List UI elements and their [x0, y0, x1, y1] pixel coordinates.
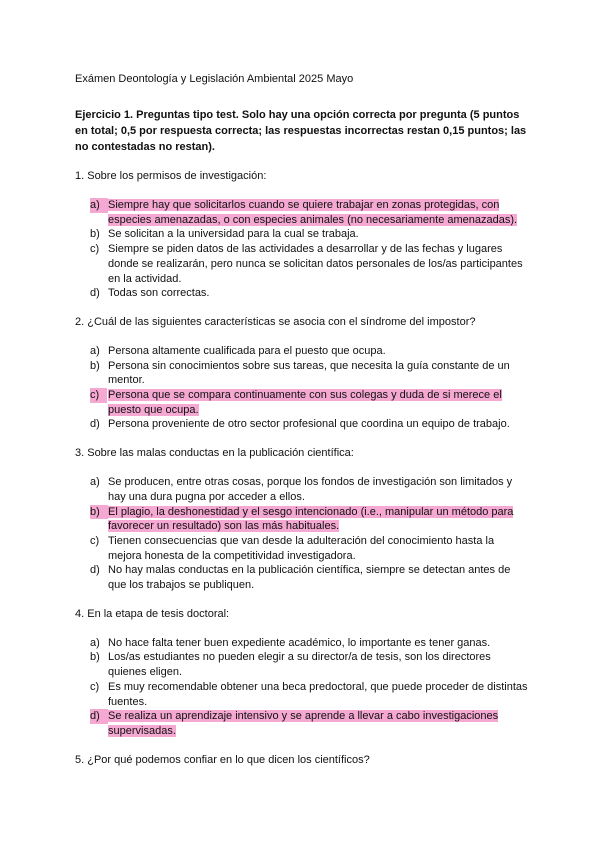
option-text: Persona sin conocimientos sobre sus tareas, que necesita la guía constante de un mentor. [108, 359, 510, 387]
option-text: Es muy recomendable obtener una beca predoctoral, que puede proceder de distintas fuentes. [108, 680, 528, 708]
option [75, 227, 528, 242]
option [75, 636, 528, 651]
option-letter: b) [90, 651, 100, 664]
option [75, 680, 528, 709]
option-letter: b) [90, 359, 100, 372]
option-text: Persona proveniente de otro sector profesional que coordina un equipo de trabajo. [108, 418, 510, 431]
option-text: Los/as estudiantes no pueden elegir a su director/a de tesis, son los directores quienes eligen. [108, 651, 491, 679]
option-letter: d) [90, 287, 100, 300]
option-highlighted [75, 709, 528, 738]
option-letter: d) [90, 709, 108, 724]
option-letter: c) [90, 243, 100, 256]
option-letter: a) [90, 344, 100, 357]
option [75, 534, 528, 563]
option [75, 344, 528, 359]
question-stem: 3. Sobre las malas conductas en la publicación científica: [75, 447, 354, 460]
option [75, 242, 528, 286]
question-list [75, 169, 528, 768]
option-letter: b) [90, 505, 108, 520]
option-letter: d) [90, 418, 100, 431]
option-letter: a) [90, 476, 100, 489]
option-text: Persona altamente cualificada para el puesto que ocupa. [108, 344, 386, 357]
question-4 [75, 607, 528, 739]
option-text: Se producen, entre otras cosas, porque los fondos de investigación son limitados y hay una dura pugna por acceder a ellos. [108, 476, 513, 503]
option-text: Todas son correctas. [108, 287, 210, 300]
question-stem: 5. ¿Por qué podemos confiar en lo que dicen los científicos? [75, 753, 370, 766]
question-stem: 1. Sobre los permisos de investigación: [75, 170, 267, 182]
exercise-instructions: Ejercicio 1. Preguntas tipo test. Solo hay una opción correcta por pregunta (5 puntos en total; 0,5 por respuesta correcta; las respuestas incorrectas restan 0,15 puntos; las no contestadas no restan). [75, 109, 527, 153]
option-text: Se realiza un aprendizaje intensivo y se aprende a llevar a cabo investigaciones supervisadas. [108, 710, 499, 737]
option-text: Tienen consecuencias que van desde la adulteración del conocimiento hasta la mejora honesta de la competitividad investigadora. [108, 534, 495, 562]
option-text: Persona que se compara continuamente con sus colegas y duda de si merece el puesto que ocupa. [108, 389, 502, 416]
question-3 [75, 446, 528, 593]
option [75, 563, 528, 592]
option-text: No hace falta tener buen expediente académico, lo importante es tener ganas. [108, 636, 491, 649]
option-letter: d) [90, 564, 100, 577]
option-letter: c) [90, 388, 107, 403]
option-text: El plagio, la deshonestidad y el sesgo intencionado (i.e., manipular un método para favorecer un resultado) son las más habituales. [108, 505, 514, 533]
option-letter: a) [90, 636, 100, 649]
option-letter: b) [90, 228, 100, 241]
option-text: Se solicitan a la universidad para la cual se trabaja. [108, 228, 359, 241]
option-text: Siempre hay que solicitarlos cuando se quiere trabajar en zonas protegidas, con especies amenazadas, o con especies animales (no necesariamente amenazadas). [108, 199, 518, 226]
question-stem: 4. En la etapa de tesis doctoral: [75, 607, 230, 620]
question-5 [75, 753, 528, 768]
option-letter: c) [90, 680, 100, 693]
option-text: Siempre se piden datos de las actividades a desarrollar y de las fechas y lugares donde se realizarán, pero nunca se solicitan datos personales de los/as participantes en la actividad. [108, 243, 523, 285]
option [75, 417, 528, 432]
option-highlighted [75, 505, 528, 534]
option-text: No hay malas conductas en la publicación científica, siempre se detectan antes de que los trabajos se publiquen. [108, 564, 511, 592]
option-highlighted [75, 198, 528, 227]
option [75, 475, 528, 504]
option-highlighted [75, 388, 528, 417]
option [75, 650, 528, 679]
option-list [75, 344, 528, 432]
option-list [75, 198, 528, 301]
question-2 [75, 315, 528, 432]
option-letter: c) [90, 534, 100, 547]
question-stem: 2. ¿Cuál de las siguientes características se asocia con el síndrome del impostor? [75, 315, 476, 328]
option-letter: a) [90, 198, 108, 213]
question-1 [75, 169, 528, 301]
option [75, 359, 528, 388]
option-list [75, 636, 528, 739]
option-list [75, 475, 528, 593]
document-title: Exámen Deontología y Legislación Ambiental 2025 Mayo [75, 73, 354, 85]
option [75, 286, 528, 301]
